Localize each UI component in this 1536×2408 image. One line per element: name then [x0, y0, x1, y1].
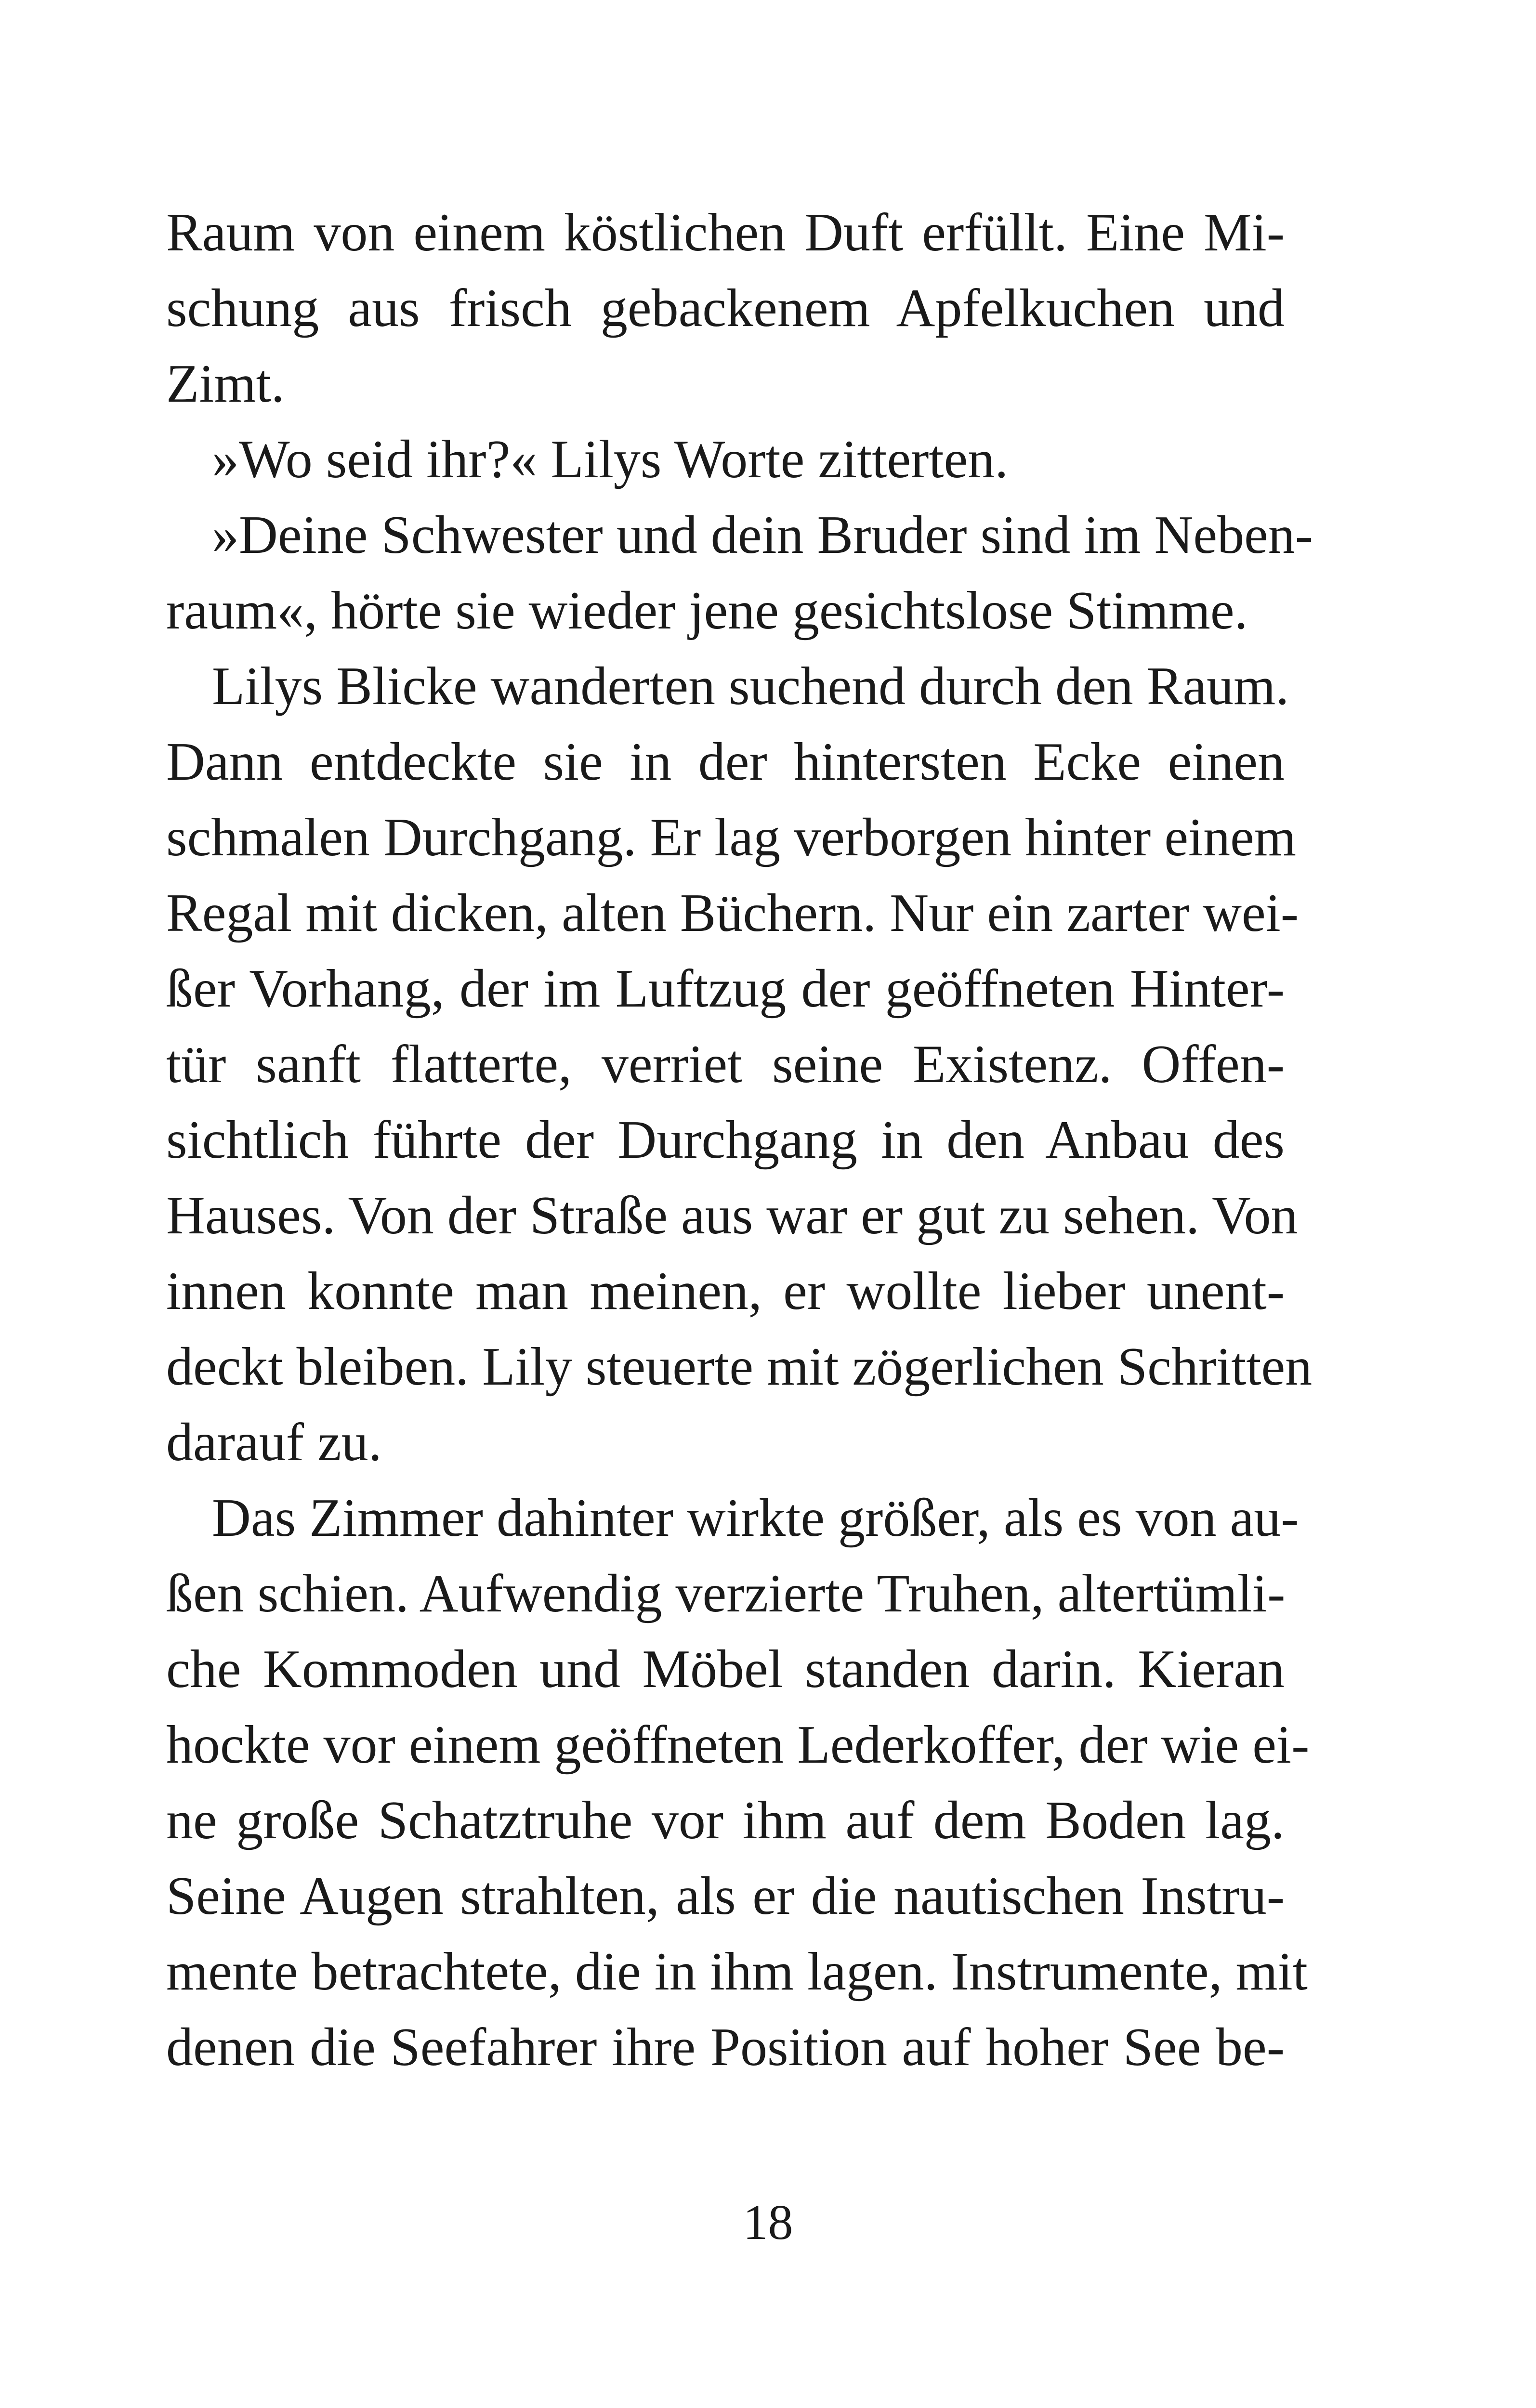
text-line: innen konnte man meinen, er wollte lieber unent- [166, 1261, 1285, 1321]
text-line: mente betrachtete, die in ihm lagen. Instrumente, mit [166, 1942, 1308, 2002]
text-line: Lilys Blicke wanderten suchend durch den Raum. [212, 656, 1289, 716]
page-number: 18 [743, 2195, 793, 2250]
body-text [166, 195, 1313, 2085]
text-line: ne große Schatztruhe vor ihm auf dem Boden lag. [166, 1791, 1285, 1850]
text-line: Das Zimmer dahinter wirkte größer, als es von au- [212, 1488, 1299, 1548]
text-line: sichtlich führte der Durchgang in den Anbau des [166, 1110, 1285, 1170]
text-line: Raum von einem köstlichen Duft erfüllt. Eine Mi- [166, 203, 1285, 262]
text-line: raum«, hörte sie wieder jene gesichtslose Stimme. [166, 581, 1248, 641]
text-line: denen die Seefahrer ihre Position auf hoher See be- [166, 2017, 1285, 2077]
text-line: darauf zu. [166, 1413, 382, 1472]
text-line: Hauses. Von der Straße aus war er gut zu sehen. Von [166, 1186, 1298, 1245]
text-line: Regal mit dicken, alten Büchern. Nur ein zarter wei- [166, 883, 1299, 943]
text-line: Zimt. [166, 354, 285, 414]
text-line: ßer Vorhang, der im Luftzug der geöffneten Hinter- [166, 959, 1285, 1019]
text-line: schung aus frisch gebackenem Apfelkuchen und [166, 278, 1285, 338]
text-line: schmalen Durchgang. Er lag verborgen hinter einem [166, 808, 1296, 867]
text-line: tür sanft flatterte, verriet seine Existenz. Offen- [166, 1034, 1285, 1094]
text-line: »Wo seid ihr?« Lilys Worte zitterten. [212, 430, 1009, 489]
text-line: che Kommoden und Möbel standen darin. Kieran [166, 1639, 1285, 1699]
text-line: ßen schien. Aufwendig verzierte Truhen, altertümli- [166, 1564, 1286, 1623]
text-line: hockte vor einem geöffneten Lederkoffer, der wie ei- [166, 1715, 1310, 1775]
text-line: »Deine Schwester und dein Bruder sind im Neben- [212, 505, 1313, 565]
text-line: deckt bleiben. Lily steuerte mit zögerlichen Schritten [166, 1337, 1313, 1397]
text-line: Dann entdeckte sie in der hintersten Ecke einen [166, 732, 1285, 792]
text-line: Seine Augen strahlten, als er die nautischen Instru- [166, 1866, 1285, 1926]
